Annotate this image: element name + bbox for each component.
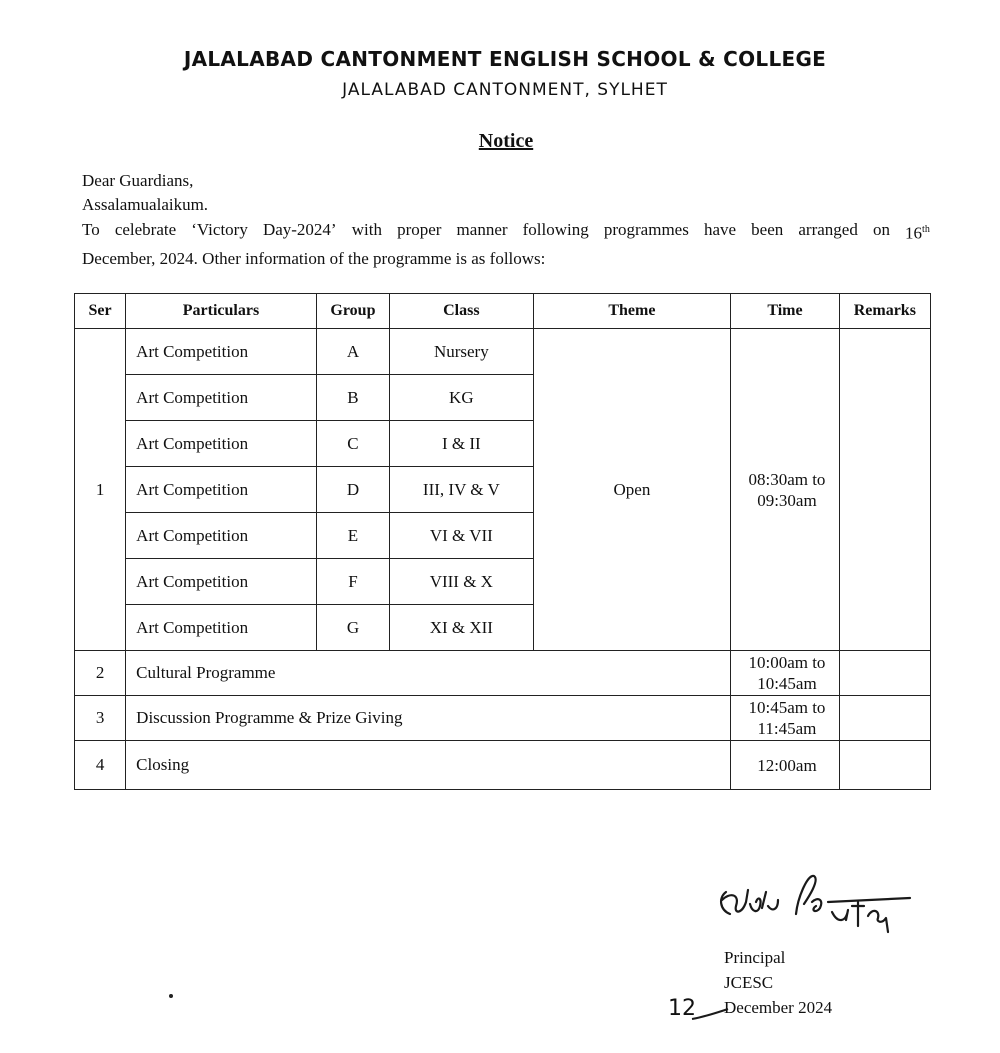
- cell-class: III, IV & V: [390, 467, 534, 513]
- table-row: [75, 741, 931, 790]
- notice-body-line-1: [82, 217, 930, 246]
- body-word: with: [351, 220, 382, 239]
- cell-class: KG: [390, 375, 534, 421]
- cell-class: VIII & X: [390, 559, 534, 605]
- body-word: proper: [397, 220, 442, 239]
- handwritten-date-day: 12: [668, 996, 696, 1021]
- body-word: manner: [456, 220, 508, 239]
- cell-time: 08:30am to 09:30am: [731, 329, 839, 651]
- body-word: To: [82, 220, 100, 239]
- col-header-class: Class: [390, 294, 534, 329]
- cell-time: 10:45am to 11:45am: [731, 696, 839, 741]
- col-header-time: Time: [731, 294, 839, 329]
- greeting: Assalamualaikum.: [82, 195, 209, 214]
- table-row: [75, 651, 931, 696]
- principal-signature: [712, 862, 918, 944]
- cell-time: 10:00am to 10:45am: [731, 651, 839, 696]
- cell-class: VI & VII: [390, 513, 534, 559]
- table-header-row: [75, 294, 931, 329]
- cell-particulars: Art Competition: [126, 421, 317, 467]
- table-row: [75, 329, 931, 375]
- cell-ser: 3: [75, 696, 126, 741]
- cell-particulars: Art Competition: [126, 559, 317, 605]
- cell-class: XI & XII: [390, 605, 534, 651]
- signatory-org: JCESC: [724, 973, 774, 992]
- body-word: been: [751, 220, 784, 239]
- cell-ser: 1: [75, 329, 126, 651]
- cell-ser: 2: [75, 651, 126, 696]
- table-row: [75, 696, 931, 741]
- col-header-ser: Ser: [75, 294, 126, 329]
- cell-class: I & II: [390, 421, 534, 467]
- cell-remarks: [839, 696, 930, 741]
- body-word: Day-2024’: [262, 220, 337, 239]
- cell-particulars: Art Competition: [126, 467, 317, 513]
- col-header-remarks: Remarks: [839, 294, 930, 329]
- school-name: JALALABAD CANTONMENT ENGLISH SCHOOL & COLLEGE: [183, 47, 827, 71]
- notice-body: [82, 217, 930, 271]
- signature-block: [724, 945, 832, 1020]
- cell-time: 12:00am: [731, 741, 839, 790]
- programme-table: [74, 293, 931, 790]
- body-word: celebrate: [114, 220, 177, 239]
- body-word: programmes: [603, 220, 689, 239]
- signatory-title: Principal: [724, 948, 786, 967]
- cell-class: Nursery: [390, 329, 534, 375]
- cell-particulars: Art Competition: [126, 329, 317, 375]
- cell-particulars: Closing: [126, 741, 731, 790]
- cell-group: B: [316, 375, 389, 421]
- cell-particulars: Art Competition: [126, 375, 317, 421]
- cell-particulars: Art Competition: [126, 513, 317, 559]
- cell-group: A: [316, 329, 389, 375]
- body-word: following: [522, 220, 589, 239]
- cell-group: F: [316, 559, 389, 605]
- body-word: have: [703, 220, 737, 239]
- body-word-date: [905, 217, 930, 246]
- body-word: ‘Victory: [191, 220, 248, 239]
- mark-dot: [169, 994, 173, 998]
- salutation: Dear Guardians,: [82, 171, 194, 190]
- cell-group: C: [316, 421, 389, 467]
- notice-title: Notice: [478, 130, 534, 152]
- cell-remarks: [839, 741, 930, 790]
- col-header-theme: Theme: [533, 294, 731, 329]
- cell-particulars: Art Competition: [126, 605, 317, 651]
- cell-theme: Open: [533, 329, 731, 651]
- notice-body-line-2: December, 2024. Other information of the programme is as follows:: [82, 248, 546, 268]
- cell-group: D: [316, 467, 389, 513]
- cell-particulars: Cultural Programme: [126, 651, 731, 696]
- date-stroke: [690, 1005, 730, 1023]
- cell-group: E: [316, 513, 389, 559]
- signature-date: December 2024: [724, 998, 833, 1017]
- cell-remarks: [839, 329, 930, 651]
- body-word: on: [872, 220, 890, 239]
- body-word: 16: [905, 223, 923, 243]
- cell-ser: 4: [75, 741, 126, 790]
- cell-remarks: [839, 651, 930, 696]
- col-header-particulars: Particulars: [126, 294, 317, 329]
- body-superscript: th: [922, 224, 930, 235]
- body-word: arranged: [798, 220, 858, 239]
- col-header-group: Group: [316, 294, 389, 329]
- cell-group: G: [316, 605, 389, 651]
- school-address: JALALABAD CANTONMENT, SYLHET: [342, 80, 668, 100]
- cell-particulars: Discussion Programme & Prize Giving: [126, 696, 731, 741]
